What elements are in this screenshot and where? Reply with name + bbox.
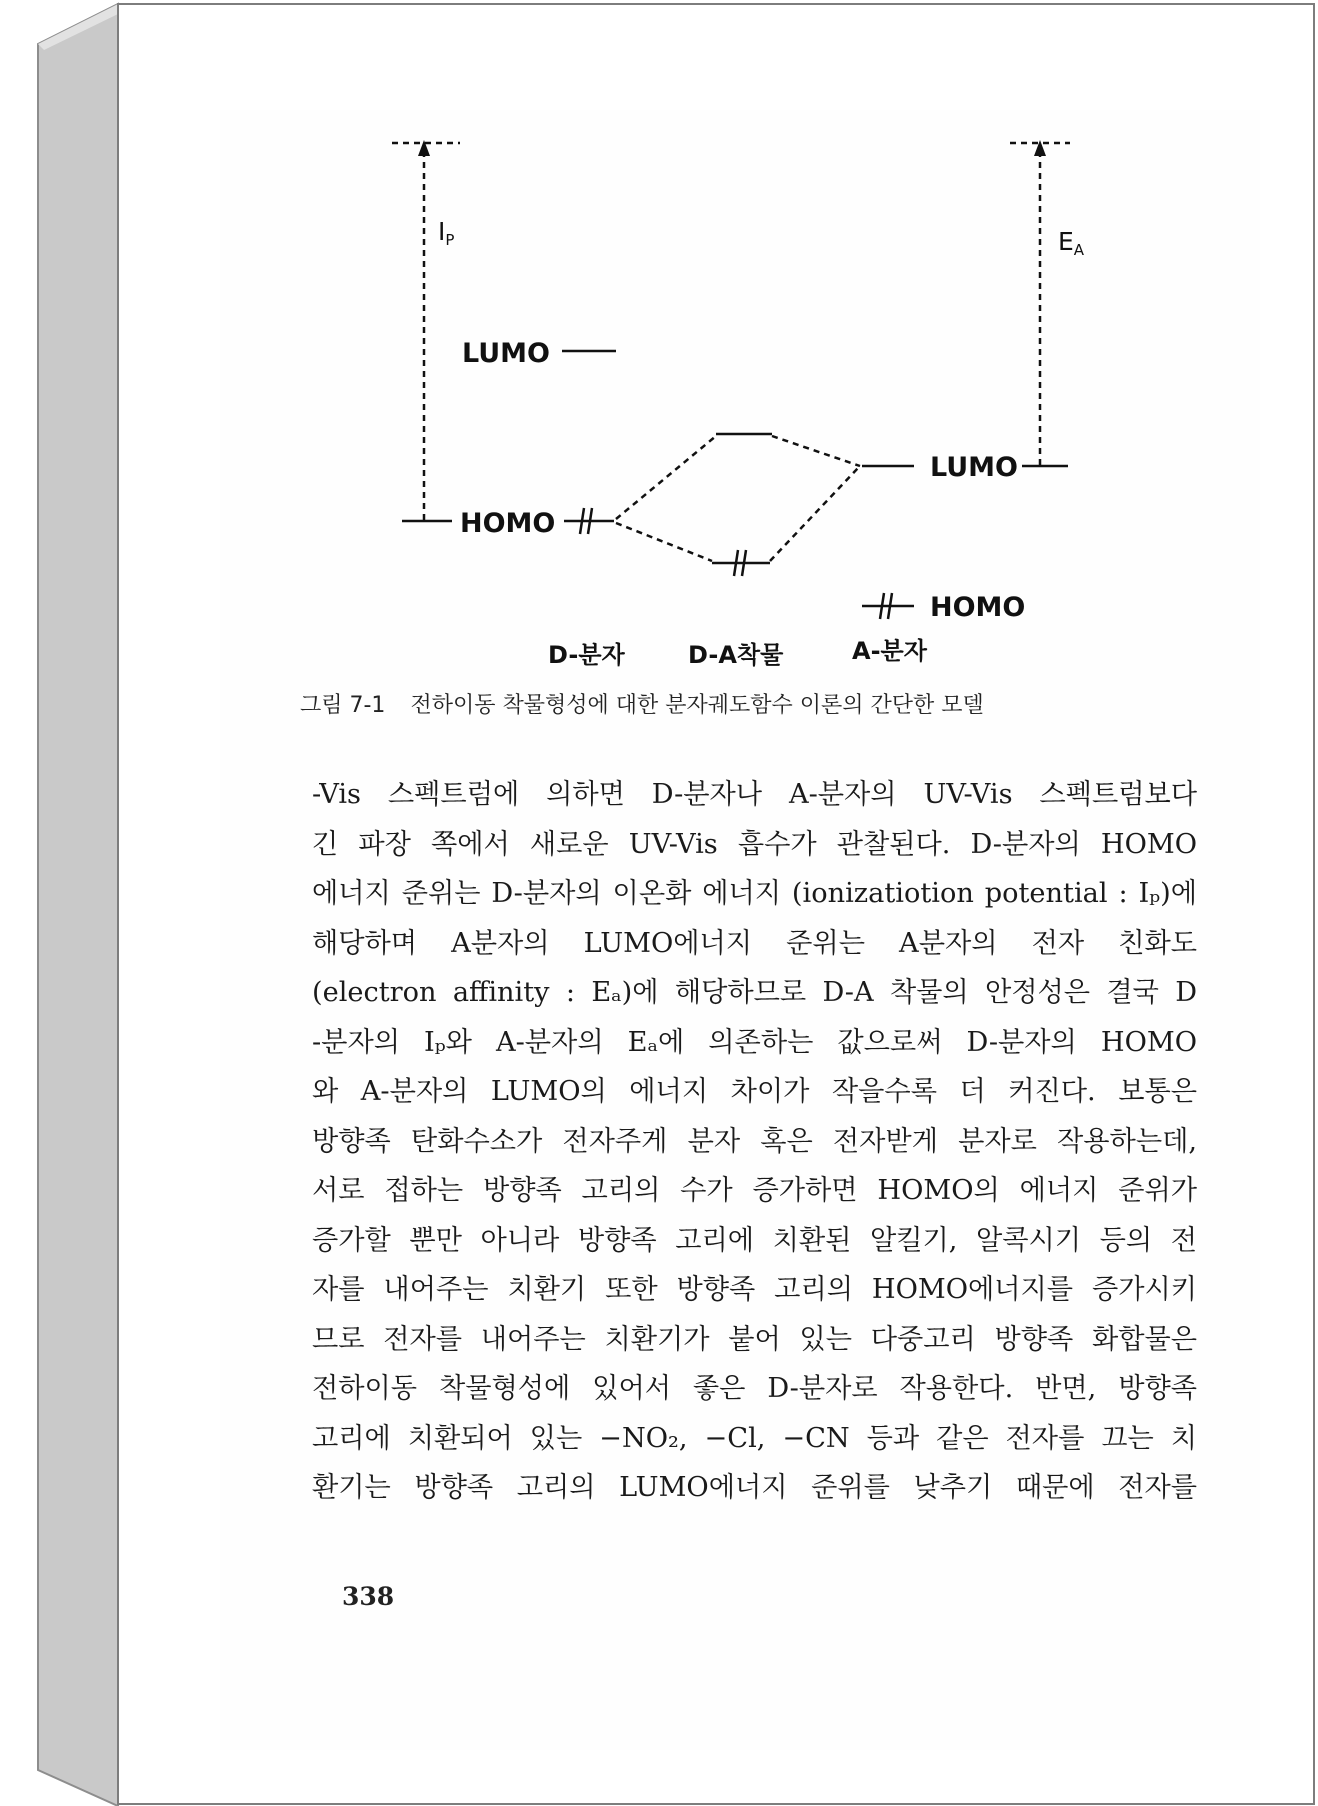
figure-number: 그림 7-1 (300, 693, 386, 718)
ea-label: $E_A$ (1058, 227, 1085, 259)
a-lumo-label: LUMO (930, 452, 1018, 483)
body-paragraph (312, 770, 1197, 1513)
page-number: 338 (342, 1582, 395, 1611)
text-line: 해당하며 A분자의 LUMO에너지 준위는 A분자의 전자 친화도 (312, 927, 1197, 959)
text-line: -분자의 Iₚ와 A-분자의 Eₐ에 의존하는 값으로써 D-분자의 HOMO (312, 1026, 1197, 1058)
ip-label: $I_P$ (438, 217, 455, 249)
figure-caption (300, 688, 1200, 719)
column-label-d: D-분자 (548, 641, 625, 669)
d-lumo-label: LUMO (462, 338, 550, 369)
text-line: 환기는 방향족 고리의 LUMO에너지 준위를 낮추기 때문에 전자를 (312, 1472, 1197, 1503)
text-line: 에너지 준위는 D-분자의 이온화 에너지 (ionizatiotion potential : Iₚ)에 (312, 878, 1197, 909)
text-line: 방향족 탄화수소가 전자주게 분자 혹은 전자받게 분자로 작용하는데, (312, 1125, 1197, 1157)
column-label-a: A-분자 (852, 637, 927, 665)
text-line: 서로 접하는 방향족 고리의 수가 증가하면 HOMO의 에너지 준위가 (312, 1175, 1197, 1206)
text-line: 전하이동 착물형성에 있어서 좋은 D-분자로 작용한다. 반면, 방향족 (312, 1373, 1197, 1404)
figure-caption-text: 전하이동 착물형성에 대한 분자궤도함수 이론의 간단한 모델 (410, 693, 984, 718)
text-line: 긴 파장 쪽에서 새로운 UV-Vis 흡수가 관찰된다. D-분자의 HOMO (312, 828, 1197, 860)
a-homo-label: HOMO (930, 592, 1026, 623)
text-line: 고리에 치환되어 있는 −NO₂, −Cl, −CN 등과 같은 전자를 끄는 치 (312, 1422, 1197, 1454)
text-line: 증가할 뿐만 아니라 방향족 고리에 치환된 알킬기, 알콕시기 등의 전 (312, 1224, 1197, 1256)
text-line: (electron affinity : Eₐ)에 해당하므로 D-A 착물의 안정성은 결국 D (312, 977, 1197, 1008)
text-line: 자를 내어주는 치환기 또한 방향족 고리의 HOMO에너지를 증가시키 (312, 1274, 1197, 1305)
text-line: -Vis 스펙트럼에 의하면 D-분자나 A-분자의 UV-Vis 스펙트럼보다 (312, 779, 1197, 810)
column-label-da: D-A착물 (688, 641, 784, 669)
text-line: 와 A-분자의 LUMO의 에너지 차이가 작을수록 더 커진다. 보통은 (312, 1076, 1197, 1107)
text-line: 므로 전자를 내어주는 치환기가 붙어 있는 다중고리 방향족 화합물은 (312, 1323, 1197, 1355)
book-spine (38, 4, 118, 1806)
d-homo-label: HOMO (460, 508, 556, 539)
